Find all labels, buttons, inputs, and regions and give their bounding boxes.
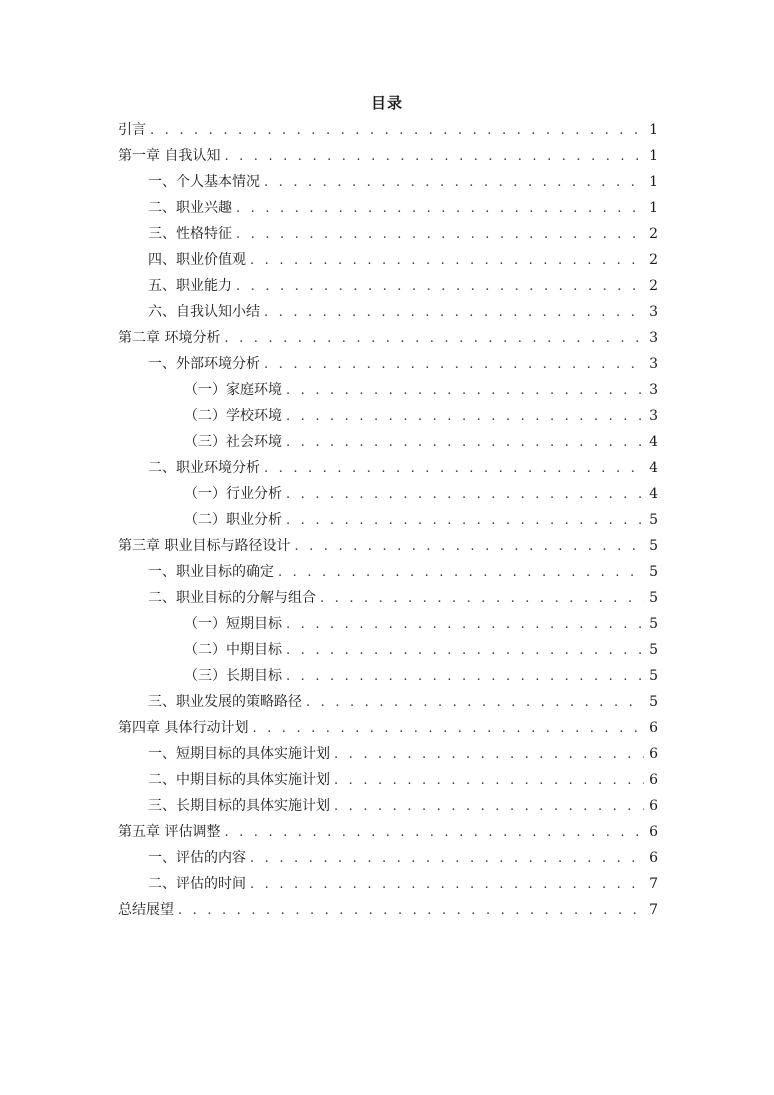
toc-entry-label: 二、职业目标的分解与组合 <box>148 590 316 606</box>
toc-entry[interactable] <box>118 793 658 819</box>
toc-entry-label: 一、评估的内容 <box>148 850 246 866</box>
toc-entry-label: （三）长期目标 <box>184 668 282 684</box>
toc-entry[interactable] <box>118 507 658 533</box>
toc-page-number: 5 <box>649 564 658 580</box>
toc-page-number: 5 <box>649 642 658 658</box>
toc-dot-leader <box>286 482 644 507</box>
toc-entry[interactable] <box>118 871 658 897</box>
toc-entry[interactable] <box>118 845 658 871</box>
toc-entry-label: （一）行业分析 <box>184 486 282 502</box>
toc-entry[interactable] <box>118 481 658 507</box>
toc-entry-label: 总结展望 <box>118 902 174 918</box>
toc-page-number: 2 <box>649 252 658 268</box>
toc-entry[interactable] <box>118 403 658 429</box>
toc-page-number: 2 <box>649 226 658 242</box>
toc-page-number: 3 <box>649 304 658 320</box>
toc-entry-label: 一、外部环境分析 <box>148 356 260 372</box>
toc-entry[interactable] <box>118 819 658 845</box>
toc-page-number: 5 <box>649 694 658 710</box>
toc-dot-leader <box>294 534 644 559</box>
toc-entry[interactable] <box>118 637 658 663</box>
toc-dot-leader <box>224 144 644 169</box>
toc-list <box>118 117 658 923</box>
toc-entry-label: 引言 <box>118 122 146 138</box>
toc-entry-label: （二）职业分析 <box>184 512 282 528</box>
toc-entry[interactable] <box>118 351 658 377</box>
toc-page-number: 5 <box>649 538 658 554</box>
toc-page-number: 3 <box>649 382 658 398</box>
toc-entry[interactable] <box>118 143 658 169</box>
toc-entry-label: 六、自我认知小结 <box>148 304 260 320</box>
toc-entry-label: （二）中期目标 <box>184 642 282 658</box>
toc-page-number: 6 <box>649 850 658 866</box>
toc-dot-leader <box>320 586 644 611</box>
toc-page-number: 5 <box>649 668 658 684</box>
toc-dot-leader <box>334 742 644 767</box>
toc-dot-leader <box>178 898 644 923</box>
toc-entry-label: 三、性格特征 <box>148 226 232 242</box>
toc-entry[interactable] <box>118 767 658 793</box>
toc-entry-label: 三、职业发展的策略路径 <box>148 694 302 710</box>
toc-dot-leader <box>252 716 644 741</box>
toc-entry-label: （二）学校环境 <box>184 408 282 424</box>
toc-dot-leader <box>264 300 644 325</box>
toc-entry[interactable] <box>118 611 658 637</box>
toc-entry-label: 一、短期目标的具体实施计划 <box>148 746 330 762</box>
toc-entry-label: 二、中期目标的具体实施计划 <box>148 772 330 788</box>
toc-entry-label: 第四章 具体行动计划 <box>118 720 249 736</box>
toc-dot-leader <box>286 664 644 689</box>
toc-entry-label: 二、职业兴趣 <box>148 200 232 216</box>
toc-entry[interactable] <box>118 429 658 455</box>
toc-page-number: 6 <box>649 720 658 736</box>
toc-entry[interactable] <box>118 533 658 559</box>
toc-entry[interactable] <box>118 325 658 351</box>
toc-page-number: 5 <box>649 616 658 632</box>
toc-dot-leader <box>236 222 644 247</box>
toc-entry-label: 第三章 职业目标与路径设计 <box>118 538 291 554</box>
toc-dot-leader <box>286 378 644 403</box>
toc-page-number: 6 <box>649 746 658 762</box>
toc-dot-leader <box>250 248 644 273</box>
toc-page-number: 4 <box>649 434 658 450</box>
toc-page-number: 3 <box>649 330 658 346</box>
toc-entry-label: 一、个人基本情况 <box>148 174 260 190</box>
toc-entry[interactable] <box>118 299 658 325</box>
toc-dot-leader <box>334 794 644 819</box>
toc-entry-label: 第五章 评估调整 <box>118 824 221 840</box>
toc-title: 目录 <box>370 94 403 112</box>
toc-entry[interactable] <box>118 221 658 247</box>
toc-dot-leader <box>236 196 644 221</box>
toc-entry-label: （一）家庭环境 <box>184 382 282 398</box>
toc-page-number: 6 <box>649 824 658 840</box>
toc-entry[interactable] <box>118 897 658 923</box>
toc-entry[interactable] <box>118 741 658 767</box>
toc-entry[interactable] <box>118 585 658 611</box>
toc-dot-leader <box>286 430 644 455</box>
toc-entry[interactable] <box>118 273 658 299</box>
toc-page-number: 1 <box>649 200 658 216</box>
toc-page-number: 6 <box>649 798 658 814</box>
toc-page-number: 1 <box>649 148 658 164</box>
toc-page-number: 6 <box>649 772 658 788</box>
toc-entry-label: 二、评估的时间 <box>148 876 246 892</box>
toc-dot-leader <box>250 872 644 897</box>
toc-dot-leader <box>264 456 644 481</box>
toc-dot-leader <box>306 690 644 715</box>
toc-page-number: 7 <box>649 902 658 918</box>
toc-page-number: 4 <box>649 486 658 502</box>
toc-entry-label: （三）社会环境 <box>184 434 282 450</box>
toc-dot-leader <box>334 768 644 793</box>
toc-page-number: 2 <box>649 278 658 294</box>
toc-entry-label: 四、职业价值观 <box>148 252 246 268</box>
toc-entry[interactable] <box>118 663 658 689</box>
toc-dot-leader <box>224 326 644 351</box>
toc-dot-leader <box>150 118 644 143</box>
toc-dot-leader <box>286 404 644 429</box>
toc-page-number: 3 <box>649 356 658 372</box>
toc-entry-label: 五、职业能力 <box>148 278 232 294</box>
toc-page-number: 3 <box>649 408 658 424</box>
toc-dot-leader <box>224 820 644 845</box>
toc-dot-leader <box>264 170 644 195</box>
toc-dot-leader <box>236 274 644 299</box>
toc-page-number: 1 <box>649 174 658 190</box>
toc-entry[interactable] <box>118 169 658 195</box>
toc-entry-label: 第二章 环境分析 <box>118 330 221 346</box>
toc-page-number: 1 <box>649 122 658 138</box>
toc-page-number: 7 <box>649 876 658 892</box>
toc-entry[interactable] <box>118 247 658 273</box>
toc-dot-leader <box>286 638 644 663</box>
toc-dot-leader <box>286 508 644 533</box>
toc-entry-label: 一、职业目标的确定 <box>148 564 274 580</box>
toc-entry-label: 三、长期目标的具体实施计划 <box>148 798 330 814</box>
toc-entry[interactable] <box>118 455 658 481</box>
toc-entry[interactable] <box>118 117 658 143</box>
toc-page-number: 4 <box>649 460 658 476</box>
toc-entry-label: 第一章 自我认知 <box>118 148 221 164</box>
toc-dot-leader <box>250 846 644 871</box>
toc-dot-leader <box>278 560 644 585</box>
toc-entry[interactable] <box>118 195 658 221</box>
toc-page-number: 5 <box>649 590 658 606</box>
toc-entry-label: （一）短期目标 <box>184 616 282 632</box>
toc-entry[interactable] <box>118 559 658 585</box>
toc-dot-leader <box>264 352 644 377</box>
toc-entry-label: 二、职业环境分析 <box>148 460 260 476</box>
toc-entry[interactable] <box>118 715 658 741</box>
toc-entry[interactable] <box>118 689 658 715</box>
toc-dot-leader <box>286 612 644 637</box>
toc-page-number: 5 <box>649 512 658 528</box>
toc-entry[interactable] <box>118 377 658 403</box>
